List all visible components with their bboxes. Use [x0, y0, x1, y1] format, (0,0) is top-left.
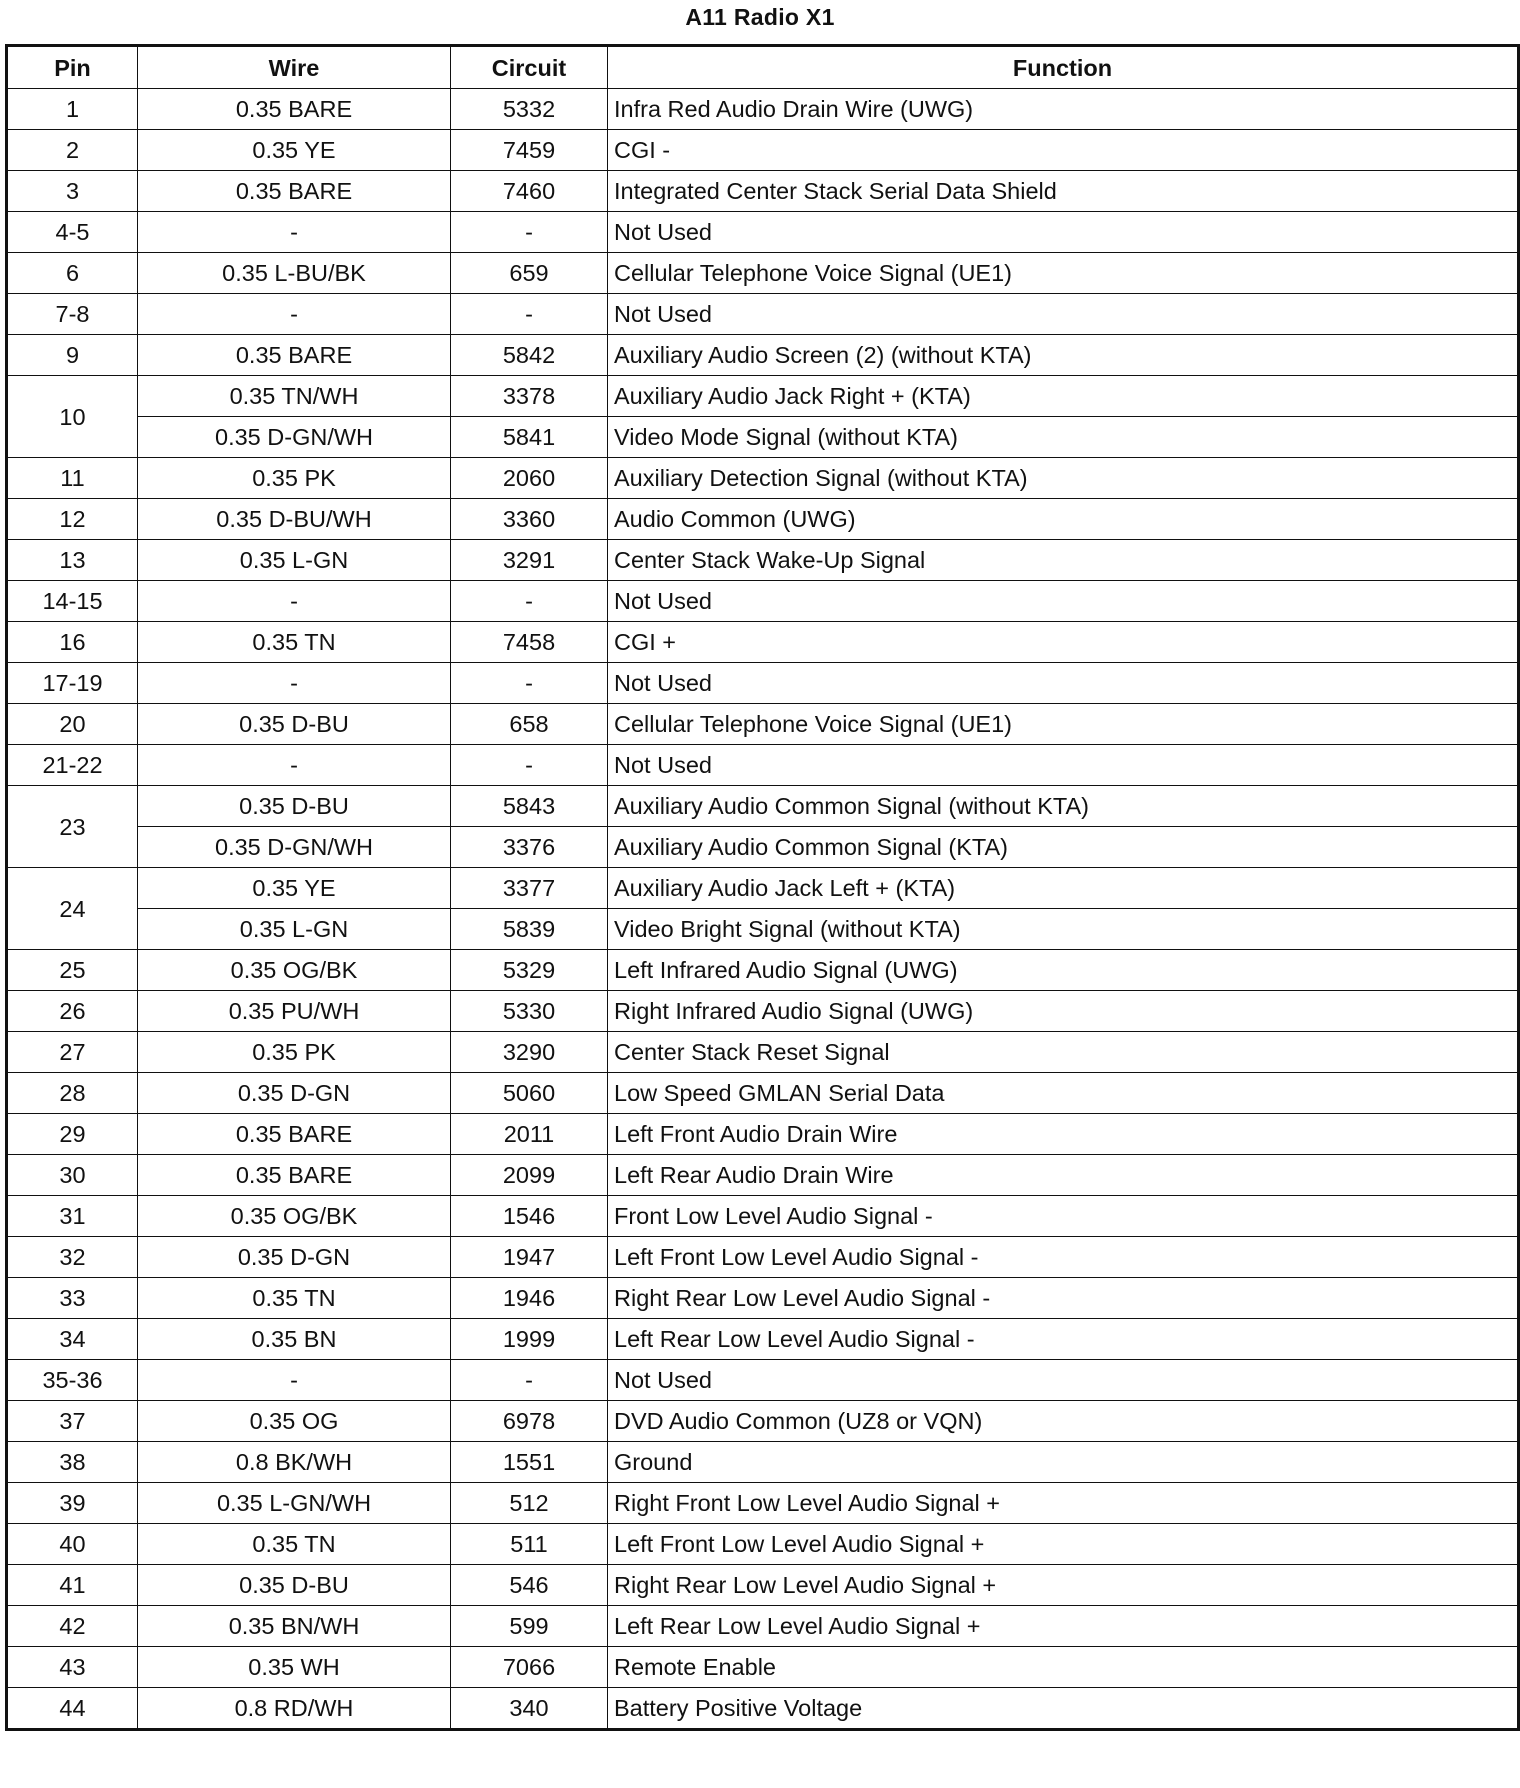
circuit-cell: 7459 [451, 130, 608, 171]
pin-cell: 43 [7, 1647, 138, 1688]
wire-cell: 0.35 YE [138, 868, 451, 909]
function-cell: Center Stack Reset Signal [608, 1032, 1519, 1073]
function-cell: Right Infrared Audio Signal (UWG) [608, 991, 1519, 1032]
column-header-circuit: Circuit [451, 46, 608, 89]
wire-cell: 0.35 PK [138, 1032, 451, 1073]
wire-cell: 0.35 L-GN [138, 540, 451, 581]
function-cell: Left Front Audio Drain Wire [608, 1114, 1519, 1155]
pin-cell: 38 [7, 1442, 138, 1483]
table-row [7, 417, 1519, 458]
circuit-cell: 5330 [451, 991, 608, 1032]
pin-cell: 35-36 [7, 1360, 138, 1401]
pin-cell: 13 [7, 540, 138, 581]
table-row [7, 1073, 1519, 1114]
function-cell: Left Rear Low Level Audio Signal + [608, 1606, 1519, 1647]
pin-cell: 28 [7, 1073, 138, 1114]
pin-cell: 32 [7, 1237, 138, 1278]
function-cell: Auxiliary Audio Common Signal (KTA) [608, 827, 1519, 868]
wire-cell: 0.35 BN [138, 1319, 451, 1360]
table-row [7, 1360, 1519, 1401]
column-header-pin: Pin [7, 46, 138, 89]
function-cell: Remote Enable [608, 1647, 1519, 1688]
wire-cell: 0.35 PK [138, 458, 451, 499]
function-cell: Left Rear Audio Drain Wire [608, 1155, 1519, 1196]
function-cell: CGI + [608, 622, 1519, 663]
function-cell: Cellular Telephone Voice Signal (UE1) [608, 704, 1519, 745]
pin-cell: 26 [7, 991, 138, 1032]
table-row [7, 1032, 1519, 1073]
circuit-cell: 7066 [451, 1647, 608, 1688]
function-cell: Video Mode Signal (without KTA) [608, 417, 1519, 458]
pin-cell: 12 [7, 499, 138, 540]
table-row [7, 499, 1519, 540]
pin-cell: 3 [7, 171, 138, 212]
circuit-cell: 2011 [451, 1114, 608, 1155]
wire-cell: 0.35 L-GN/WH [138, 1483, 451, 1524]
pin-cell: 20 [7, 704, 138, 745]
pin-cell: 24 [7, 868, 138, 950]
wire-cell: 0.35 TN [138, 1524, 451, 1565]
function-cell: Not Used [608, 663, 1519, 704]
function-cell: DVD Audio Common (UZ8 or VQN) [608, 1401, 1519, 1442]
connector-pinout-table [5, 44, 1520, 1731]
table-row [7, 1483, 1519, 1524]
circuit-cell: 546 [451, 1565, 608, 1606]
circuit-cell: 3291 [451, 540, 608, 581]
wire-cell: 0.35 D-GN [138, 1237, 451, 1278]
circuit-cell: 5329 [451, 950, 608, 991]
circuit-cell: 7458 [451, 622, 608, 663]
function-cell: Left Infrared Audio Signal (UWG) [608, 950, 1519, 991]
pin-cell: 40 [7, 1524, 138, 1565]
circuit-cell: 658 [451, 704, 608, 745]
table-row [7, 1442, 1519, 1483]
circuit-cell: 3290 [451, 1032, 608, 1073]
table-row [7, 253, 1519, 294]
table-header [7, 46, 1519, 89]
table-row [7, 909, 1519, 950]
circuit-cell: 5839 [451, 909, 608, 950]
wire-cell: 0.35 TN [138, 1278, 451, 1319]
function-cell: Battery Positive Voltage [608, 1688, 1519, 1730]
function-cell: Audio Common (UWG) [608, 499, 1519, 540]
table-row [7, 1688, 1519, 1730]
circuit-cell: 599 [451, 1606, 608, 1647]
circuit-cell: 3378 [451, 376, 608, 417]
function-cell: Auxiliary Audio Jack Left + (KTA) [608, 868, 1519, 909]
pin-cell: 4-5 [7, 212, 138, 253]
wire-cell: 0.35 D-BU [138, 704, 451, 745]
circuit-cell: 2060 [451, 458, 608, 499]
circuit-cell: 5842 [451, 335, 608, 376]
pin-cell: 27 [7, 1032, 138, 1073]
column-header-function: Function [608, 46, 1519, 89]
circuit-cell: 1999 [451, 1319, 608, 1360]
function-cell: Not Used [608, 581, 1519, 622]
wire-cell: 0.35 D-BU [138, 1565, 451, 1606]
pin-cell: 41 [7, 1565, 138, 1606]
table-row [7, 1196, 1519, 1237]
pin-cell: 25 [7, 950, 138, 991]
circuit-cell: 1946 [451, 1278, 608, 1319]
wire-cell: 0.35 OG/BK [138, 950, 451, 991]
table-row [7, 1647, 1519, 1688]
table-row [7, 1319, 1519, 1360]
function-cell: Video Bright Signal (without KTA) [608, 909, 1519, 950]
wire-cell: - [138, 663, 451, 704]
table-row [7, 868, 1519, 909]
wire-cell: 0.35 BARE [138, 1155, 451, 1196]
function-cell: Auxiliary Audio Common Signal (without KTA) [608, 786, 1519, 827]
pin-cell: 9 [7, 335, 138, 376]
table-row [7, 581, 1519, 622]
function-cell: Not Used [608, 212, 1519, 253]
table-row [7, 89, 1519, 130]
circuit-cell: 340 [451, 1688, 608, 1730]
wire-cell: 0.35 BARE [138, 335, 451, 376]
circuit-cell: - [451, 745, 608, 786]
wire-cell: 0.35 L-GN [138, 909, 451, 950]
function-cell: Auxiliary Detection Signal (without KTA) [608, 458, 1519, 499]
wire-cell: 0.35 L-BU/BK [138, 253, 451, 294]
function-cell: Not Used [608, 1360, 1519, 1401]
circuit-cell: 511 [451, 1524, 608, 1565]
function-cell: Left Front Low Level Audio Signal - [608, 1237, 1519, 1278]
function-cell: Auxiliary Audio Jack Right + (KTA) [608, 376, 1519, 417]
circuit-cell: - [451, 294, 608, 335]
circuit-cell: 5060 [451, 1073, 608, 1114]
table-row [7, 1155, 1519, 1196]
wire-cell: 0.35 D-BU [138, 786, 451, 827]
pin-cell: 37 [7, 1401, 138, 1442]
function-cell: Auxiliary Audio Screen (2) (without KTA) [608, 335, 1519, 376]
wire-cell: 0.8 BK/WH [138, 1442, 451, 1483]
table-row [7, 745, 1519, 786]
circuit-cell: 659 [451, 253, 608, 294]
function-cell: Left Rear Low Level Audio Signal - [608, 1319, 1519, 1360]
wire-cell: 0.35 BARE [138, 89, 451, 130]
function-cell: Low Speed GMLAN Serial Data [608, 1073, 1519, 1114]
table-row [7, 458, 1519, 499]
table-row [7, 1401, 1519, 1442]
wire-cell: 0.35 BN/WH [138, 1606, 451, 1647]
table-row [7, 335, 1519, 376]
pin-cell: 39 [7, 1483, 138, 1524]
function-cell: Right Front Low Level Audio Signal + [608, 1483, 1519, 1524]
table-row [7, 1606, 1519, 1647]
wire-cell: 0.35 BARE [138, 1114, 451, 1155]
pin-cell: 34 [7, 1319, 138, 1360]
pin-cell: 31 [7, 1196, 138, 1237]
pin-cell: 7-8 [7, 294, 138, 335]
function-cell: Left Front Low Level Audio Signal + [608, 1524, 1519, 1565]
wire-cell: 0.35 OG/BK [138, 1196, 451, 1237]
table-row [7, 212, 1519, 253]
circuit-cell: 3377 [451, 868, 608, 909]
wire-cell: - [138, 581, 451, 622]
pin-cell: 30 [7, 1155, 138, 1196]
function-cell: Integrated Center Stack Serial Data Shield [608, 171, 1519, 212]
wire-cell: 0.8 RD/WH [138, 1688, 451, 1730]
function-cell: CGI - [608, 130, 1519, 171]
function-cell: Ground [608, 1442, 1519, 1483]
table-row [7, 704, 1519, 745]
circuit-cell: 2099 [451, 1155, 608, 1196]
table-row [7, 540, 1519, 581]
circuit-cell: 3376 [451, 827, 608, 868]
table-row [7, 1237, 1519, 1278]
function-cell: Center Stack Wake-Up Signal [608, 540, 1519, 581]
circuit-cell: - [451, 212, 608, 253]
pin-cell: 14-15 [7, 581, 138, 622]
table-row [7, 950, 1519, 991]
pin-cell: 44 [7, 1688, 138, 1730]
circuit-cell: 1546 [451, 1196, 608, 1237]
table-row [7, 1114, 1519, 1155]
function-cell: Front Low Level Audio Signal - [608, 1196, 1519, 1237]
pin-cell: 21-22 [7, 745, 138, 786]
pin-cell: 23 [7, 786, 138, 868]
table-row [7, 376, 1519, 417]
pin-cell: 2 [7, 130, 138, 171]
function-cell: Not Used [608, 294, 1519, 335]
circuit-cell: 512 [451, 1483, 608, 1524]
pin-cell: 10 [7, 376, 138, 458]
circuit-cell: 5332 [451, 89, 608, 130]
table-row [7, 663, 1519, 704]
circuit-cell: 5841 [451, 417, 608, 458]
circuit-cell: 1551 [451, 1442, 608, 1483]
function-cell: Right Rear Low Level Audio Signal - [608, 1278, 1519, 1319]
pin-cell: 11 [7, 458, 138, 499]
wire-cell: 0.35 PU/WH [138, 991, 451, 1032]
circuit-cell: 1947 [451, 1237, 608, 1278]
table-row [7, 130, 1519, 171]
table-row [7, 171, 1519, 212]
wire-cell: 0.35 D-GN [138, 1073, 451, 1114]
function-cell: Infra Red Audio Drain Wire (UWG) [608, 89, 1519, 130]
table-body [7, 89, 1519, 1730]
function-cell: Not Used [608, 745, 1519, 786]
wire-cell: 0.35 D-GN/WH [138, 827, 451, 868]
table-row [7, 827, 1519, 868]
wire-cell: 0.35 YE [138, 130, 451, 171]
function-cell: Cellular Telephone Voice Signal (UE1) [608, 253, 1519, 294]
wire-cell: 0.35 BARE [138, 171, 451, 212]
header-row [7, 46, 1519, 89]
pin-cell: 6 [7, 253, 138, 294]
wire-cell: - [138, 745, 451, 786]
circuit-cell: 7460 [451, 171, 608, 212]
pin-cell: 1 [7, 89, 138, 130]
table-row [7, 991, 1519, 1032]
wire-cell: 0.35 WH [138, 1647, 451, 1688]
pin-cell: 42 [7, 1606, 138, 1647]
pin-cell: 17-19 [7, 663, 138, 704]
circuit-cell: - [451, 581, 608, 622]
table-row [7, 786, 1519, 827]
table-row [7, 622, 1519, 663]
circuit-cell: - [451, 1360, 608, 1401]
pin-cell: 33 [7, 1278, 138, 1319]
wire-cell: - [138, 212, 451, 253]
wire-cell: 0.35 D-GN/WH [138, 417, 451, 458]
wire-cell: 0.35 TN [138, 622, 451, 663]
pin-cell: 16 [7, 622, 138, 663]
function-cell: Right Rear Low Level Audio Signal + [608, 1565, 1519, 1606]
circuit-cell: - [451, 663, 608, 704]
pin-cell: 29 [7, 1114, 138, 1155]
column-header-wire: Wire [138, 46, 451, 89]
table-row [7, 1278, 1519, 1319]
table-row [7, 1565, 1519, 1606]
wire-cell: 0.35 TN/WH [138, 376, 451, 417]
circuit-cell: 6978 [451, 1401, 608, 1442]
table-row [7, 294, 1519, 335]
wire-cell: 0.35 D-BU/WH [138, 499, 451, 540]
circuit-cell: 5843 [451, 786, 608, 827]
wire-cell: - [138, 1360, 451, 1401]
document-title: A11 Radio X1 [685, 4, 835, 30]
table-row [7, 1524, 1519, 1565]
wire-cell: - [138, 294, 451, 335]
circuit-cell: 3360 [451, 499, 608, 540]
wire-cell: 0.35 OG [138, 1401, 451, 1442]
